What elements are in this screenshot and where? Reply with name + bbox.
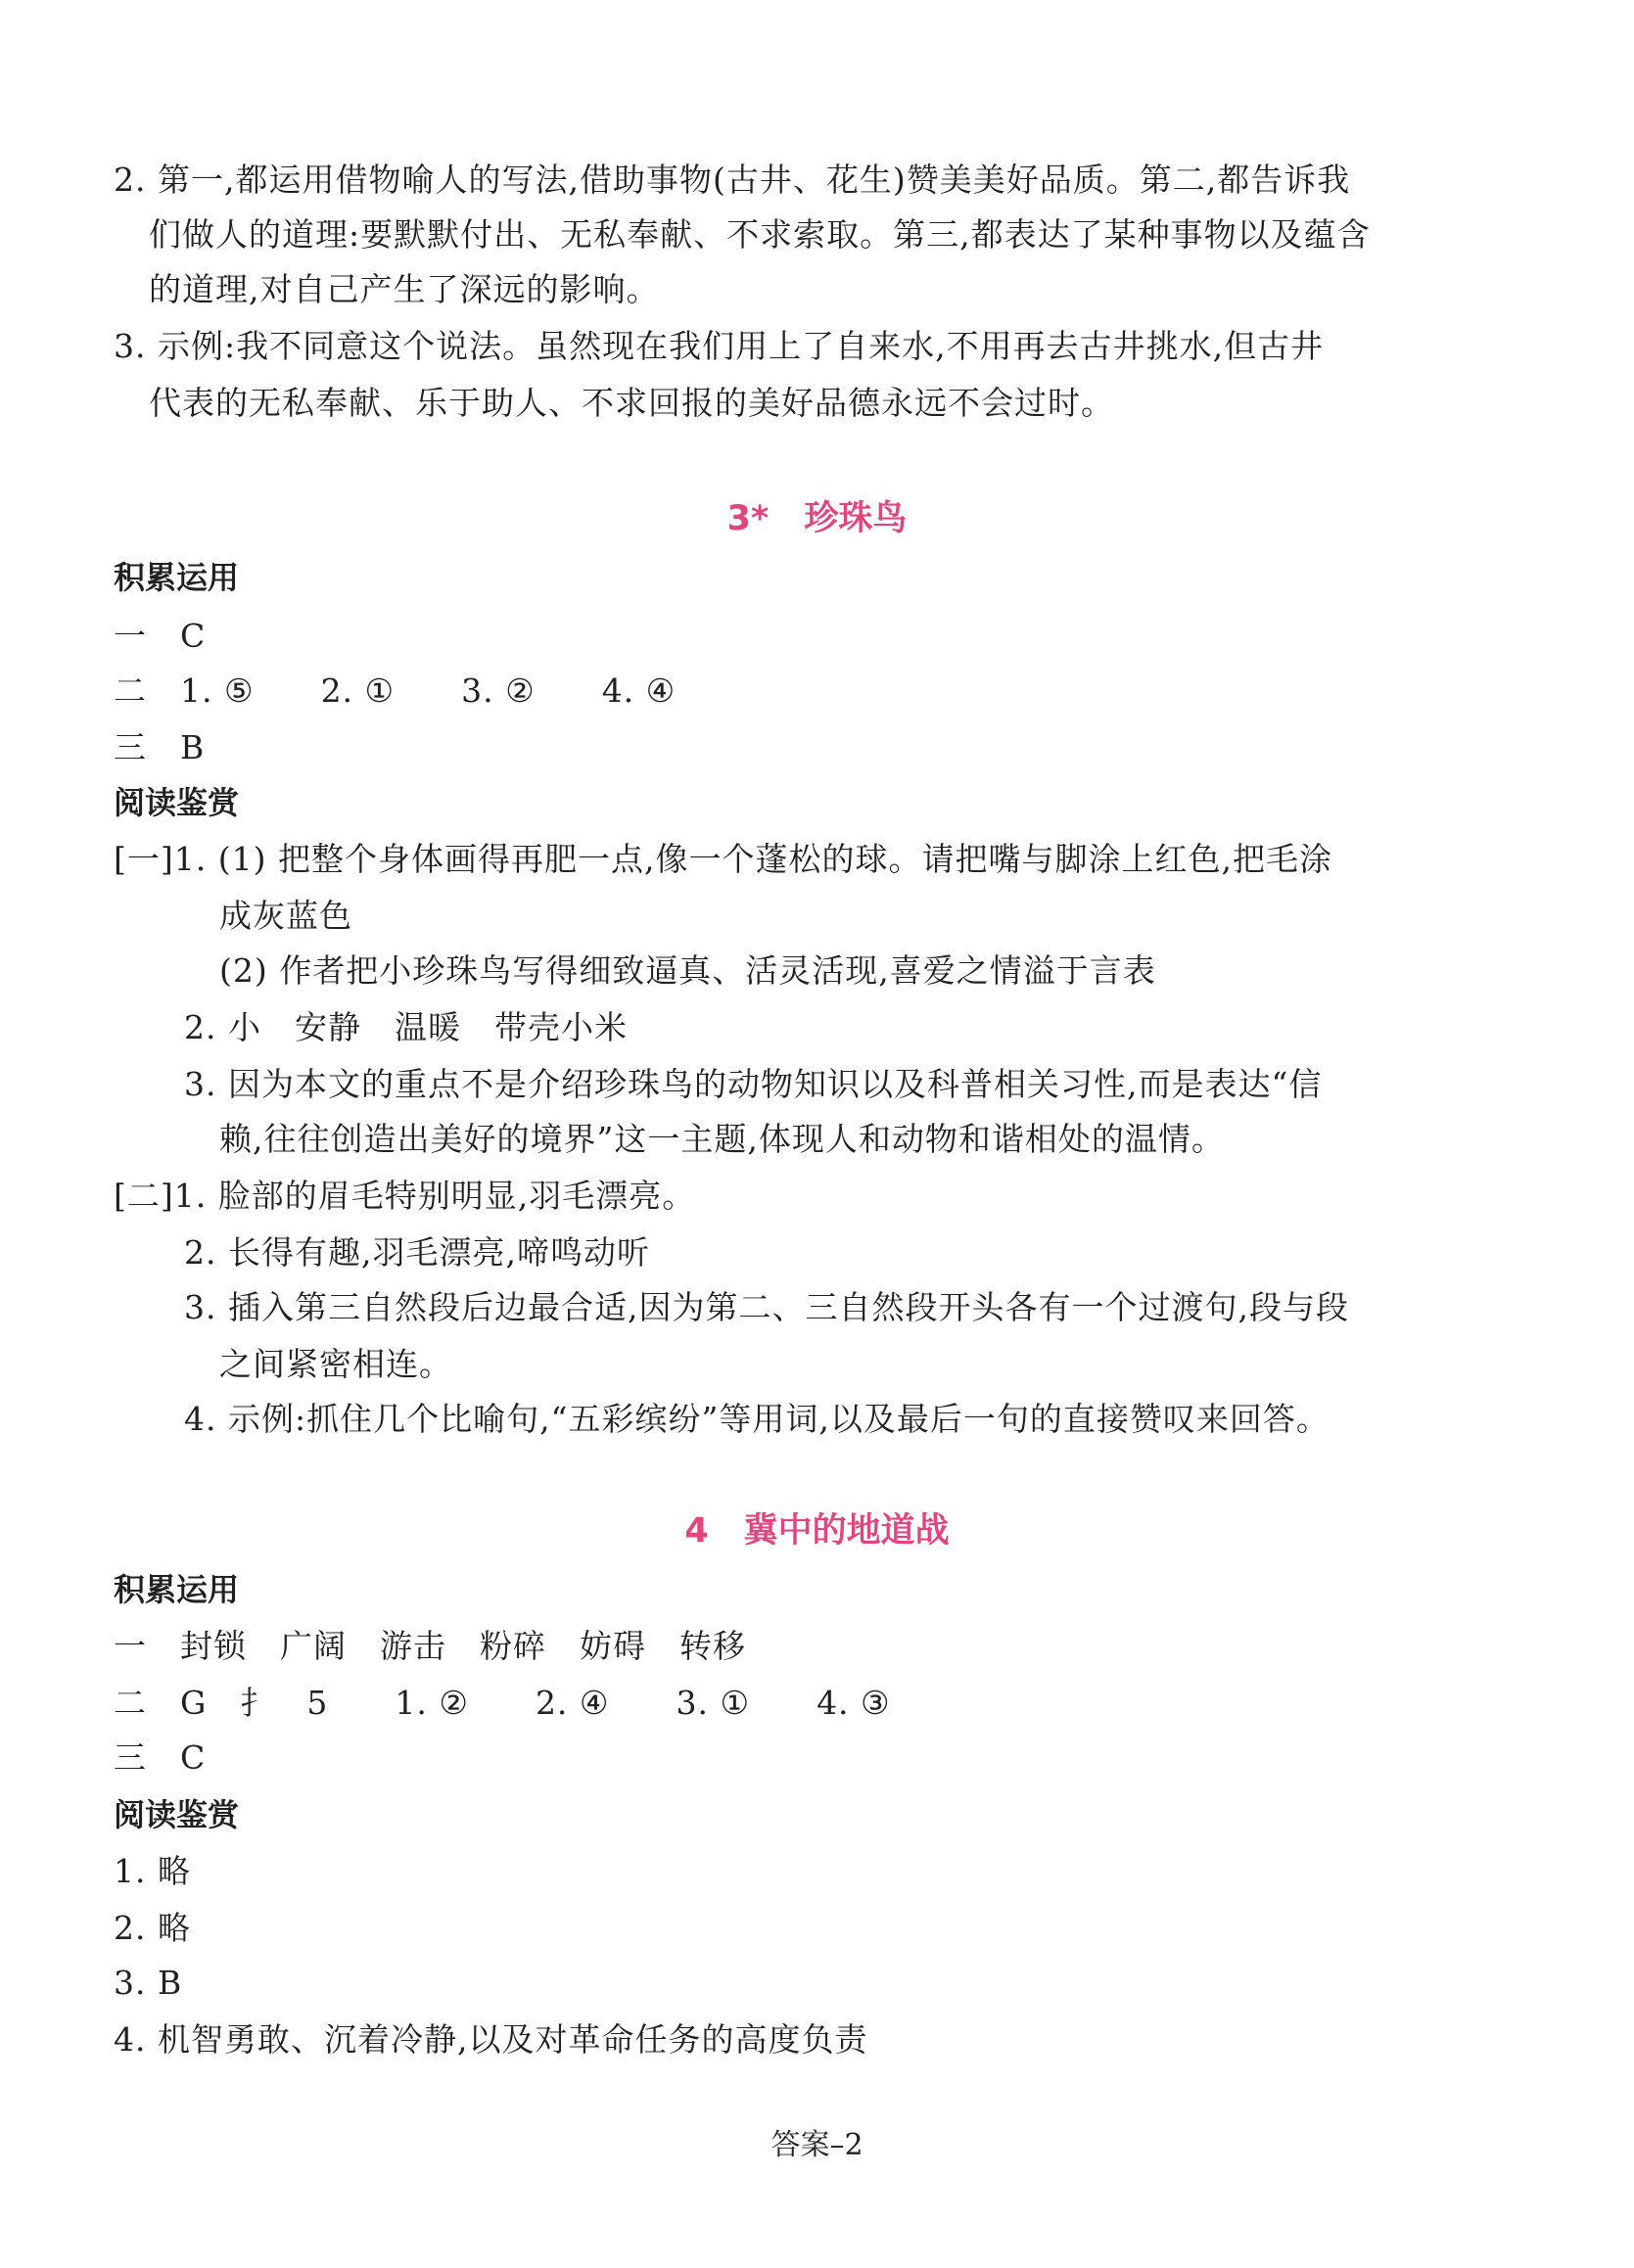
group-label: [一] bbox=[114, 840, 174, 878]
section-name: 冀中的地道战 bbox=[743, 1511, 950, 1551]
section-number: 3* bbox=[726, 499, 770, 538]
answer-item: 带壳小米 bbox=[493, 1008, 628, 1046]
answer-item: 1. ② bbox=[395, 1684, 469, 1722]
answer-row bbox=[184, 1008, 628, 1047]
question-label: 二 bbox=[114, 1684, 147, 1722]
question-label: 三 bbox=[114, 1738, 147, 1777]
question-label: 三 bbox=[114, 728, 147, 766]
answer-item: 妨碍 bbox=[580, 1627, 646, 1665]
answer-row bbox=[114, 671, 676, 711]
group-label: [二] bbox=[114, 1177, 174, 1215]
text-line: 们做人的道理:要默默付出、无私奉献、不求索取。第三,都表达了某种事物以及蕴含 bbox=[149, 215, 1371, 254]
answer-item: 游击 bbox=[380, 1627, 446, 1665]
section-title bbox=[0, 497, 1634, 540]
answer-value: C bbox=[180, 1738, 207, 1777]
question-label: 一 bbox=[114, 1627, 147, 1665]
text-line: 3. 因为本文的重点不是介绍珍珠鸟的动物知识以及科普相关习性,而是表达“信 bbox=[184, 1065, 1323, 1103]
text-line: 2. 略 bbox=[114, 1909, 191, 1947]
question-label: 一 bbox=[114, 617, 147, 655]
answer-value: C bbox=[180, 617, 207, 655]
subsection-heading: 阅读鉴赏 bbox=[114, 784, 240, 821]
text-line: 之间紧密相连。 bbox=[219, 1345, 452, 1383]
answer-item: 扌 bbox=[240, 1684, 274, 1722]
answer-row bbox=[114, 617, 206, 656]
subsection-heading: 阅读鉴赏 bbox=[114, 1796, 240, 1833]
text-line bbox=[114, 840, 1332, 879]
text-line: 的道理,对自己产生了深远的影响。 bbox=[149, 270, 660, 308]
answer-item: 转移 bbox=[679, 1627, 746, 1665]
text-line bbox=[114, 1177, 695, 1216]
answer-item: 4. ③ bbox=[817, 1684, 891, 1722]
text-line: 成灰蓝色 bbox=[219, 897, 352, 935]
answer-item: 封锁 bbox=[180, 1627, 247, 1665]
answer-item: 5 bbox=[306, 1684, 329, 1722]
text-line: 代表的无私奉献、乐于助人、不求回报的美好品德永远不会过时。 bbox=[149, 384, 1114, 422]
section-title bbox=[0, 1509, 1634, 1552]
text-line: 4. 示例:抓住几个比喻句,“五彩缤纷”等用词,以及最后一句的直接赞叹来回答。 bbox=[184, 1400, 1330, 1438]
answer-item: 安静 bbox=[294, 1008, 361, 1046]
section-number: 4 bbox=[684, 1511, 709, 1551]
question-label: 二 bbox=[114, 671, 147, 710]
answer-item: 粉碎 bbox=[480, 1627, 546, 1665]
answer-item: 1. ⑤ bbox=[180, 671, 255, 710]
subsection-heading: 积累运用 bbox=[114, 559, 240, 596]
answer-text: 1. (1) 把整个身体画得再肥一点,像一个蓬松的球。请把嘴与脚涂上红色,把毛涂 bbox=[173, 840, 1332, 878]
answer-item: 3. ① bbox=[676, 1684, 751, 1722]
text-line: 2. 第一,都运用借物喻人的写法,借助事物(古井、花生)赞美美好品质。第二,都告诉我 bbox=[114, 161, 1351, 199]
answer-item: 2. ① bbox=[320, 671, 396, 710]
text-line: (2) 作者把小珍珠鸟写得细致逼真、活灵活现,喜爱之情溢于言表 bbox=[219, 951, 1156, 990]
section-name: 珍珠鸟 bbox=[804, 499, 908, 538]
page-number: 答案–2 bbox=[770, 2128, 864, 2162]
answer-item: 广阔 bbox=[280, 1627, 347, 1665]
answer-value: B bbox=[180, 728, 206, 766]
answer-item: G bbox=[180, 1684, 208, 1722]
answer-row bbox=[114, 1684, 891, 1723]
answer-row bbox=[114, 728, 205, 767]
text-line: 2. 长得有趣,羽毛漂亮,啼鸣动听 bbox=[184, 1233, 650, 1272]
answer-item: 温暖 bbox=[394, 1008, 461, 1046]
text-line: 3. 插入第三自然段后边最合适,因为第二、三自然段开头各有一个过渡句,段与段 bbox=[184, 1288, 1349, 1326]
text-line: 赖,往往创造出美好的境界”这一主题,体现人和动物和谐相处的温情。 bbox=[219, 1120, 1225, 1158]
answer-item: 4. ④ bbox=[601, 671, 677, 710]
answer-item: 3. ② bbox=[461, 671, 536, 710]
answer-row bbox=[114, 1627, 746, 1666]
text-line: 3. B bbox=[114, 1964, 183, 2002]
answer-text: 1. 脸部的眉毛特别明显,羽毛漂亮。 bbox=[173, 1177, 696, 1215]
text-line: 4. 机智勇敢、沉着冷静,以及对革命任务的高度负责 bbox=[114, 2020, 868, 2059]
answer-row bbox=[114, 1738, 206, 1778]
subsection-heading: 积累运用 bbox=[114, 1571, 240, 1608]
answer-item: 2. ④ bbox=[535, 1684, 610, 1722]
text-line: 3. 示例:我不同意这个说法。虽然现在我们用上了自来水,不用再去古井挑水,但古井 bbox=[114, 327, 1325, 365]
answer-item: 2. 小 bbox=[184, 1008, 261, 1046]
text-line: 1. 略 bbox=[114, 1852, 191, 1890]
